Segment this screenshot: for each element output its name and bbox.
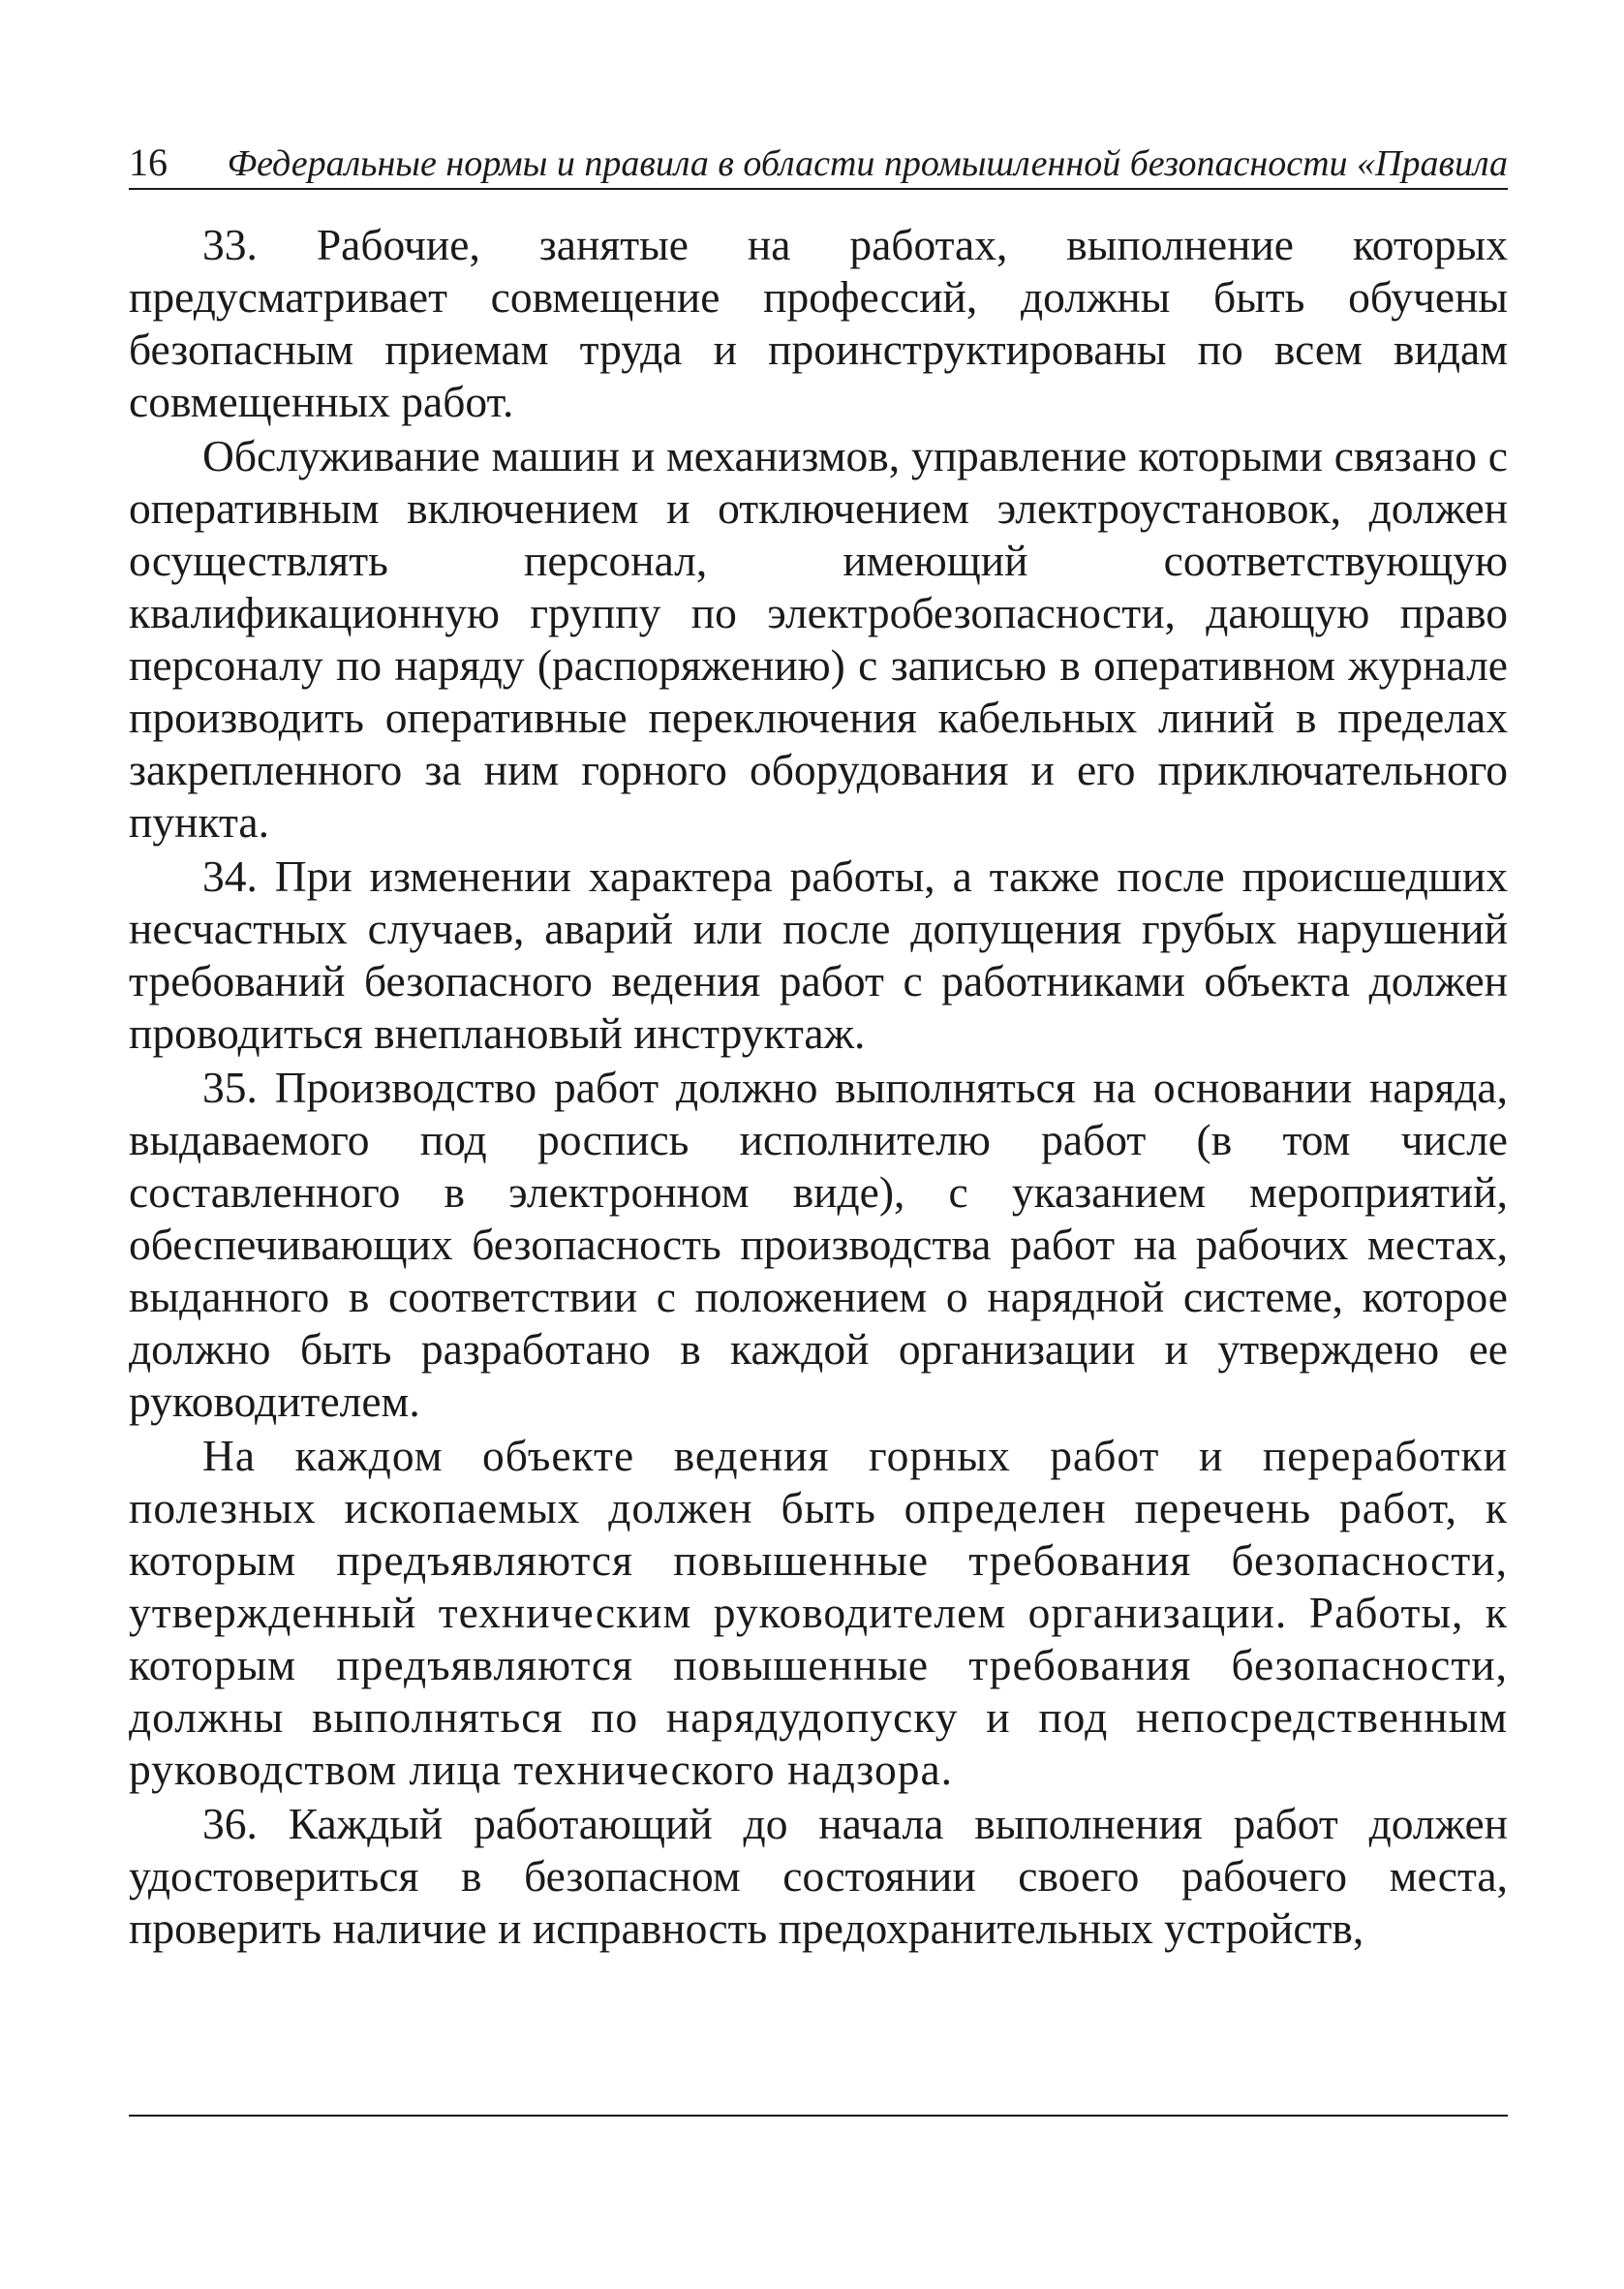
paragraph-33-continuation: Обслуживание машин и механизмов, управление которыми связано с оперативным включением и отключением электроустановок, должен осуществлять персонал, имеющий соответствующую квалификационную группу по электробезопасности, дающую право персоналу по наряду (распоряжению) с записью в оперативном журнале производить оперативные переключения кабельных линий в пределах закрепленного за ним горного оборудования и его приключательного пункта. bbox=[129, 431, 1508, 847]
paragraph-35-continuation: На каждом объекте ведения горных работ и переработки полезных ископаемых должен быть определен перечень работ, к которым предъявляются повышенные требования безопасности, утвержденный техническим руководителем организации. Работы, к которым предъявляются повышенные требования безопасности, должны выполняться по нарядудопуску и под непосредственным руководством лица технического надзора. bbox=[129, 1431, 1508, 1794]
paragraph-33: 33. Рабочие, занятые на работах, выполнение которых предусматривает совмещение профессий, должны быть обучены безопасным приемам труда и проинструктированы по всем видам совмещенных работ. bbox=[129, 220, 1508, 426]
paragraph-34: 34. При изменении характера работы, а также после происшедших несчастных случаев, аварий или после допущения грубых нарушений требований безопасного ведения работ с работниками объекта должен проводиться внеплановый инструктаж. bbox=[129, 851, 1508, 1058]
body-text bbox=[129, 219, 1508, 1955]
paragraph-36: 36. Каждый работающий до начала выполнения работ должен удостовериться в безопасном состоянии своего рабочего места, проверить наличие и исправность предохранительных устройств, bbox=[129, 1799, 1508, 1953]
page-number: 16 bbox=[129, 140, 168, 184]
running-head bbox=[129, 134, 1508, 190]
footnote-rule bbox=[129, 2115, 1508, 2117]
paragraph-35: 35. Производство работ должно выполняться на основании наряда, выдаваемого под роспись исполнителю работ (в том числе составленного в электронном виде), с указанием мероприятий, обеспечивающих безопасность производства работ на рабочих местах, выданного в соответствии с положением о нарядной системе, которое должно быть разработано в каждой организации и утверждено ее руководителем. bbox=[129, 1063, 1508, 1426]
header-title: Федеральные нормы и правила в области промышленной безопасности «Правила bbox=[227, 143, 1508, 184]
